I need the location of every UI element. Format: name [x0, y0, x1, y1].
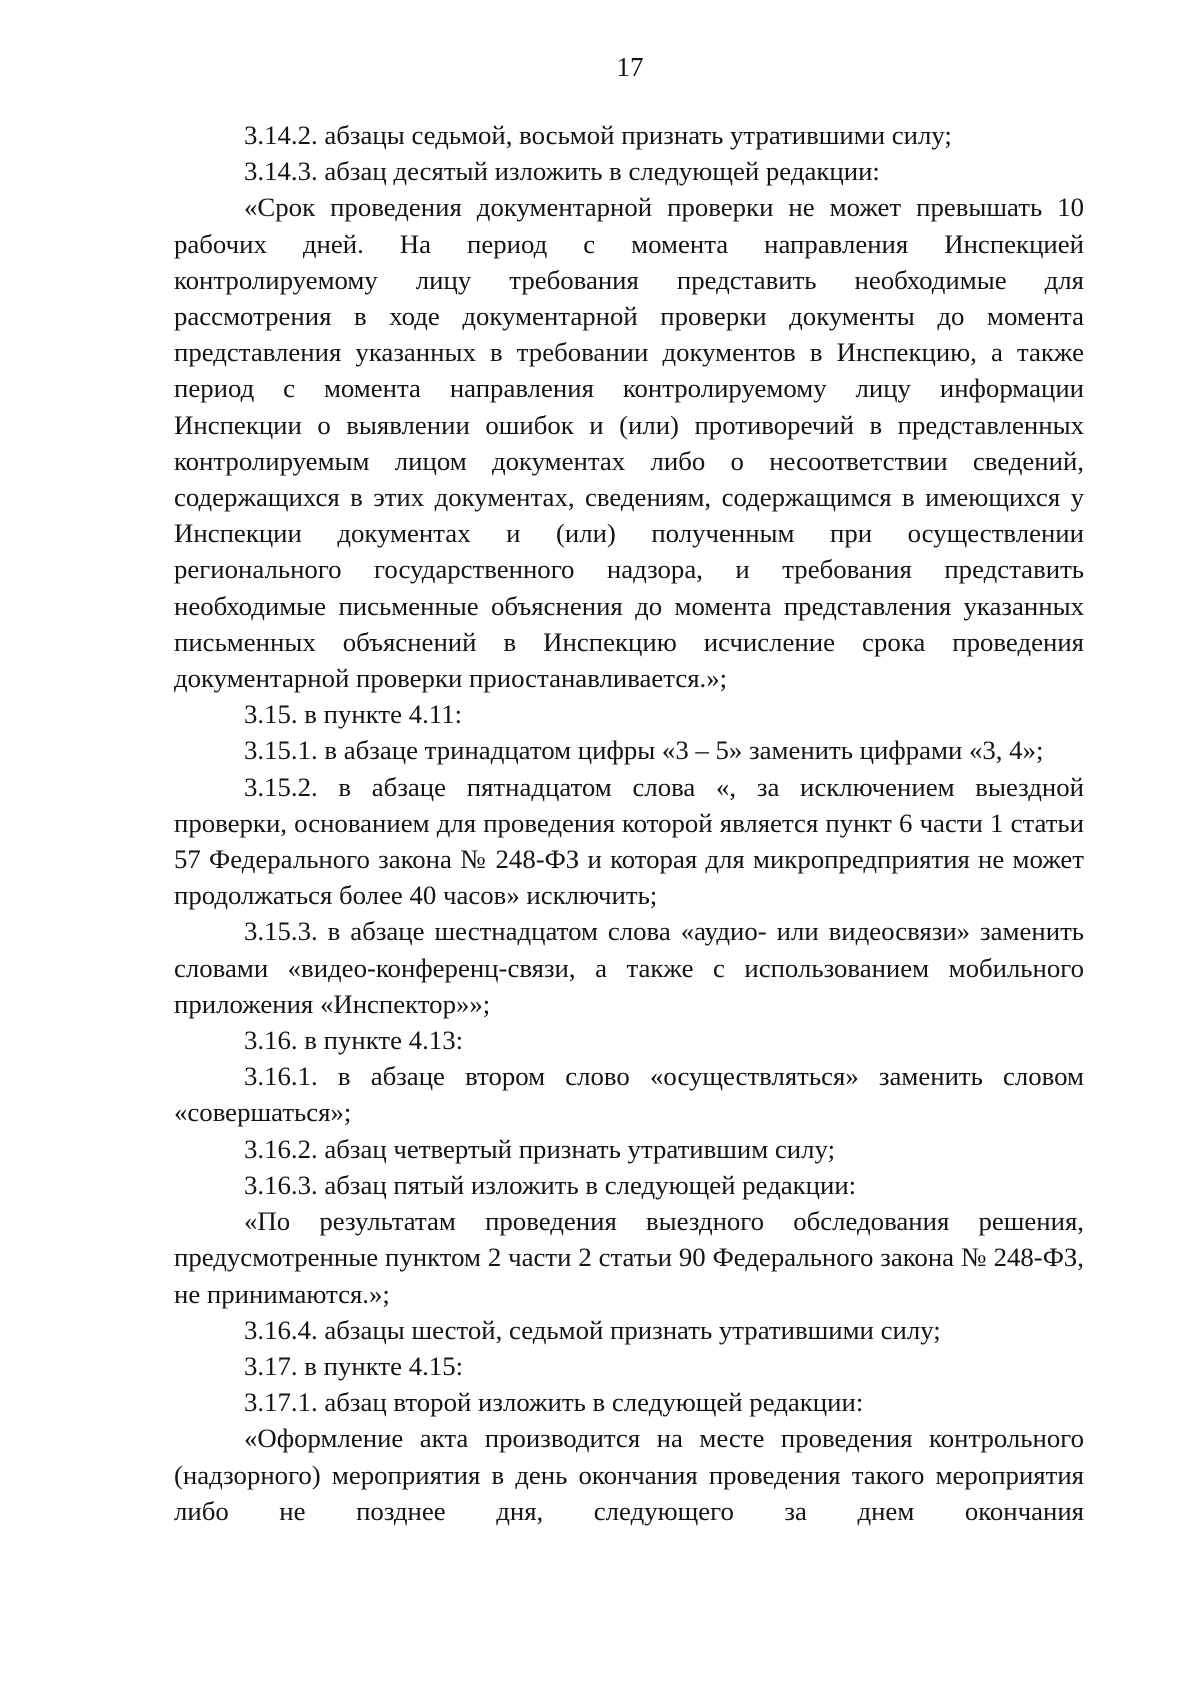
document-body: [174, 117, 1084, 1529]
paragraph-3-15-2: 3.15.2. в абзаце пятнадцатом слова «, за исключением выездной проверки, основанием для проведения которой является пункт 6 части 1 статьи 57 Федерального закона № 248-ФЗ и которая для микропредприятия не может продолжаться более 40 часов» исключить;: [174, 771, 1084, 911]
paragraph-3-16-1: 3.16.1. в абзаце втором слово «осуществляться» заменить словом «совершаться»;: [174, 1061, 1084, 1128]
paragraph-3-16-3: 3.16.3. абзац пятый изложить в следующей редакции:: [244, 1169, 857, 1200]
paragraph-3-16-4: 3.16.4. абзацы шестой, седьмой признать утратившими силу;: [244, 1314, 941, 1345]
paragraph-3-15-3: 3.15.3. в абзаце шестнадцатом слова «аудио- или видеосвязи» заменить словами «видео-конференц-связи, а также с использованием мобильного приложения «Инспектор»»;: [174, 916, 1084, 1019]
paragraph-3-15-1: 3.15.1. в абзаце тринадцатом цифры «3 – 5» заменить цифрами «3, 4»;: [244, 735, 1044, 766]
paragraph-3-14-3: 3.14.3. абзац десятый изложить в следующей редакции:: [244, 156, 880, 187]
paragraph-3-15: 3.15. в пункте 4.11:: [244, 699, 463, 730]
paragraph-3-16: 3.16. в пункте 4.13:: [244, 1025, 464, 1056]
paragraph-quote-act-registration: «Оформление акта производится на месте проведения контрольного (надзорного) мероприятия в день окончания проведения такого мероприятия либо не позднее дня, следующего за днем окончания: [174, 1423, 1084, 1526]
paragraph-3-17-1: 3.17.1. абзац второй изложить в следующей редакции:: [244, 1387, 864, 1418]
paragraph-quote-inspection-term: «Срок проведения документарной проверки не может превышать 10 рабочих дней. На период с момента направления Инспекцией контролируемому лицу требования представить необходимые для рассмотрения в ходе документарной проверки документы до момента представления указанных в требовании документов в Инспекцию, а также период с момента направления контролируемому лицу информации Инспекции о выявлении ошибок и (или) противоречий в представленных контролируемым лицом документах либо о несоответствии сведений, содержащихся в этих документах, сведениям, содержащимся в имеющихся у Инспекции документах и (или) полученным при осуществлении регионального государственного надзора, и требования представить необходимые письменные объяснения до момента представления указанных письменных объяснений в Инспекцию исчисление срока проведения документарной проверки приостанавливается.»;: [174, 192, 1084, 694]
paragraph-3-14-2: 3.14.2. абзацы седьмой, восьмой признать утратившими силу;: [244, 120, 952, 150]
paragraph-quote-field-survey: «По результатам проведения выездного обследования решения, предусмотренные пунктом 2 части 2 статьи 90 Федерального закона № 248-ФЗ, не принимаются.»;: [174, 1206, 1084, 1309]
page-number: 17: [616, 52, 644, 82]
paragraph-3-17: 3.17. в пункте 4.15:: [244, 1350, 464, 1381]
paragraph-3-16-2: 3.16.2. абзац четвертый признать утратившим силу;: [244, 1133, 836, 1164]
